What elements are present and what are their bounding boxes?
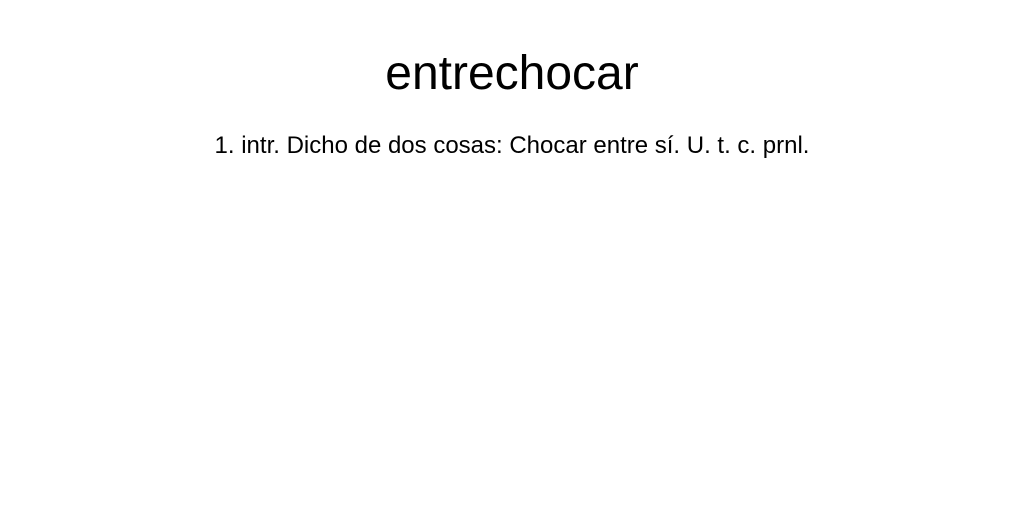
definition-text: 1. intr. Dicho de dos cosas: Chocar entre sí. U. t. c. prnl.	[214, 132, 810, 159]
headword-title: entrechocar	[385, 47, 639, 100]
